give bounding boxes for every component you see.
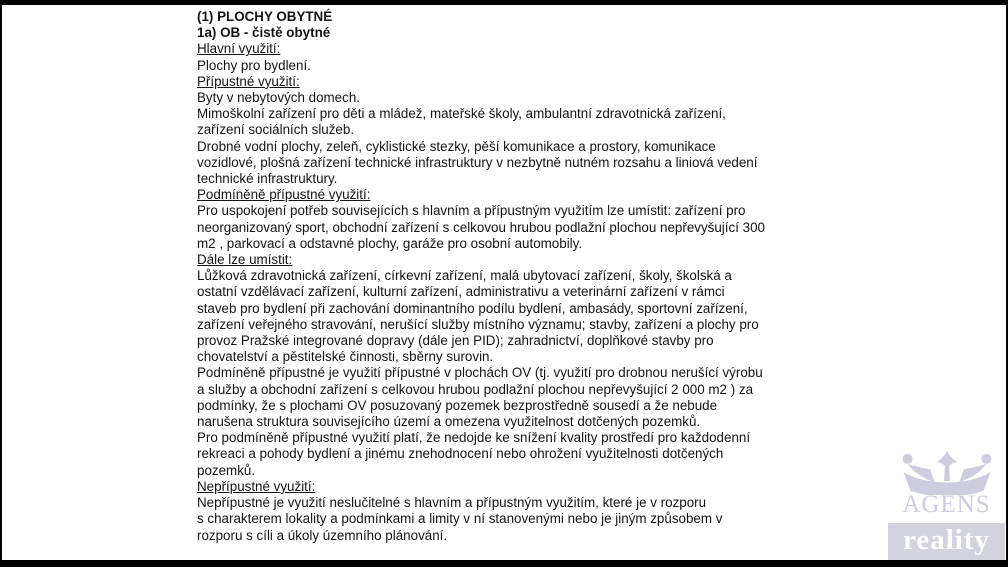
text-line: zařízení sociálních služeb.: [197, 122, 355, 138]
logo-text-agens: AGENS: [902, 491, 991, 518]
text-line: 1a) OB - čistě obytné: [197, 25, 331, 41]
text-line: rekreaci a pohody bydlení a jinému znehodnocení nebo ohrožení využitelnosti dotčených: [197, 446, 724, 462]
crown-icon: [895, 449, 999, 495]
text-line: Byty v nebytových domech.: [197, 90, 360, 106]
text-line: pozemků.: [197, 462, 256, 478]
text-line: Hlavní využití:: [197, 41, 281, 57]
text-line: Drobné vodní plochy, zeleň, cyklistické stezky, pěší komunikace a prostory, komunikace: [197, 138, 716, 154]
text-line: rozporu s cíli a úkoly územního plánování.: [197, 527, 448, 543]
text-line: Podmíněně přípustné je využití přípustné v plochách OV (tj. využití pro drobnou nerušící výrobu: [197, 365, 763, 381]
text-line: chovatelství a pěstitelské činnosti, sběrny surovin.: [197, 349, 494, 365]
text-line: a služby a obchodní zařízení s celkovou hrubou podlažní plochou nepřevyšující 2 000 m2 ) za: [197, 381, 754, 397]
text-line: (1) PLOCHY OBYTNÉ: [197, 9, 333, 24]
text-line: technické infrastruktury.: [197, 171, 338, 187]
text-line: ostatní vzdělávací zařízení, kulturní zařízení, administrativu a veterinární zařízení v rámci: [197, 284, 725, 300]
text-line: Dále lze umístit:: [197, 252, 293, 268]
text-line: Přípustné využití:: [197, 73, 300, 89]
logo-upper-panel: [888, 447, 1005, 523]
text-line: narušena struktura souvisejícího území a omezena využitelnost dotčených pozemků.: [197, 414, 701, 430]
text-line: Podmíněně přípustné využití:: [197, 187, 371, 203]
text-line: Lůžková zdravotnická zařízení, církevní zařízení, malá ubytovací zařízení, školy, školská a: [197, 268, 732, 284]
text-line: zařízení veřejného stravování, nerušící služby místního významu; stavby, zařízení a plochy pro: [197, 316, 759, 332]
zoning-text-block: [197, 9, 849, 544]
text-line: provoz Pražské integrované dopravy (dále jen PID); zahradnictví, doplňkové stavby pro: [197, 333, 714, 349]
text-line: m2 , parkovací a odstavné plochy, garáže pro osobní automobily.: [197, 235, 583, 251]
agens-reality-logo: [888, 447, 1005, 560]
text-line: podmínky, že s plochami OV posuzovaný pozemek bezprostředně sousedí a že nebude: [197, 397, 718, 413]
text-line: staveb pro bydlení při zachování dominantního podílu bydlení, ambasády, sportovní zařízení,: [197, 300, 748, 316]
text-line: Plochy pro bydlení.: [197, 57, 311, 73]
text-line: vozidlové, plošná zařízení technické infrastruktury v nezbytně nutném rozsahu a liniová vedení: [197, 154, 758, 170]
text-line: Nepřípustné využití:: [197, 478, 316, 494]
text-line: s charakterem lokality a podmínkami a limity v ní stanovenými nebo je jiným způsobem v: [197, 511, 723, 527]
text-line: Mimoškolní zařízení pro děti a mládež, mateřské školy, ambulantní zdravotnická zařízení,: [197, 106, 726, 122]
text-line: neorganizovaný sport, obchodní zařízení s celkovou hrubou podlažní plochou nepřevyšující 300: [197, 219, 765, 235]
text-line: Pro uspokojení potřeb souvisejících s hlavním a přípustným využitím lze umístit: zařízení pro: [197, 203, 746, 219]
logo-text-reality: reality: [888, 523, 1005, 560]
text-line: Pro podmíněně přípustné využití platí, že nedojde ke snížení kvality prostředí pro každodenní: [197, 430, 751, 446]
text-line: Nepřípustné je využití neslučitelné s hlavním a přípustným využitím, které je v rozporu: [197, 495, 707, 511]
